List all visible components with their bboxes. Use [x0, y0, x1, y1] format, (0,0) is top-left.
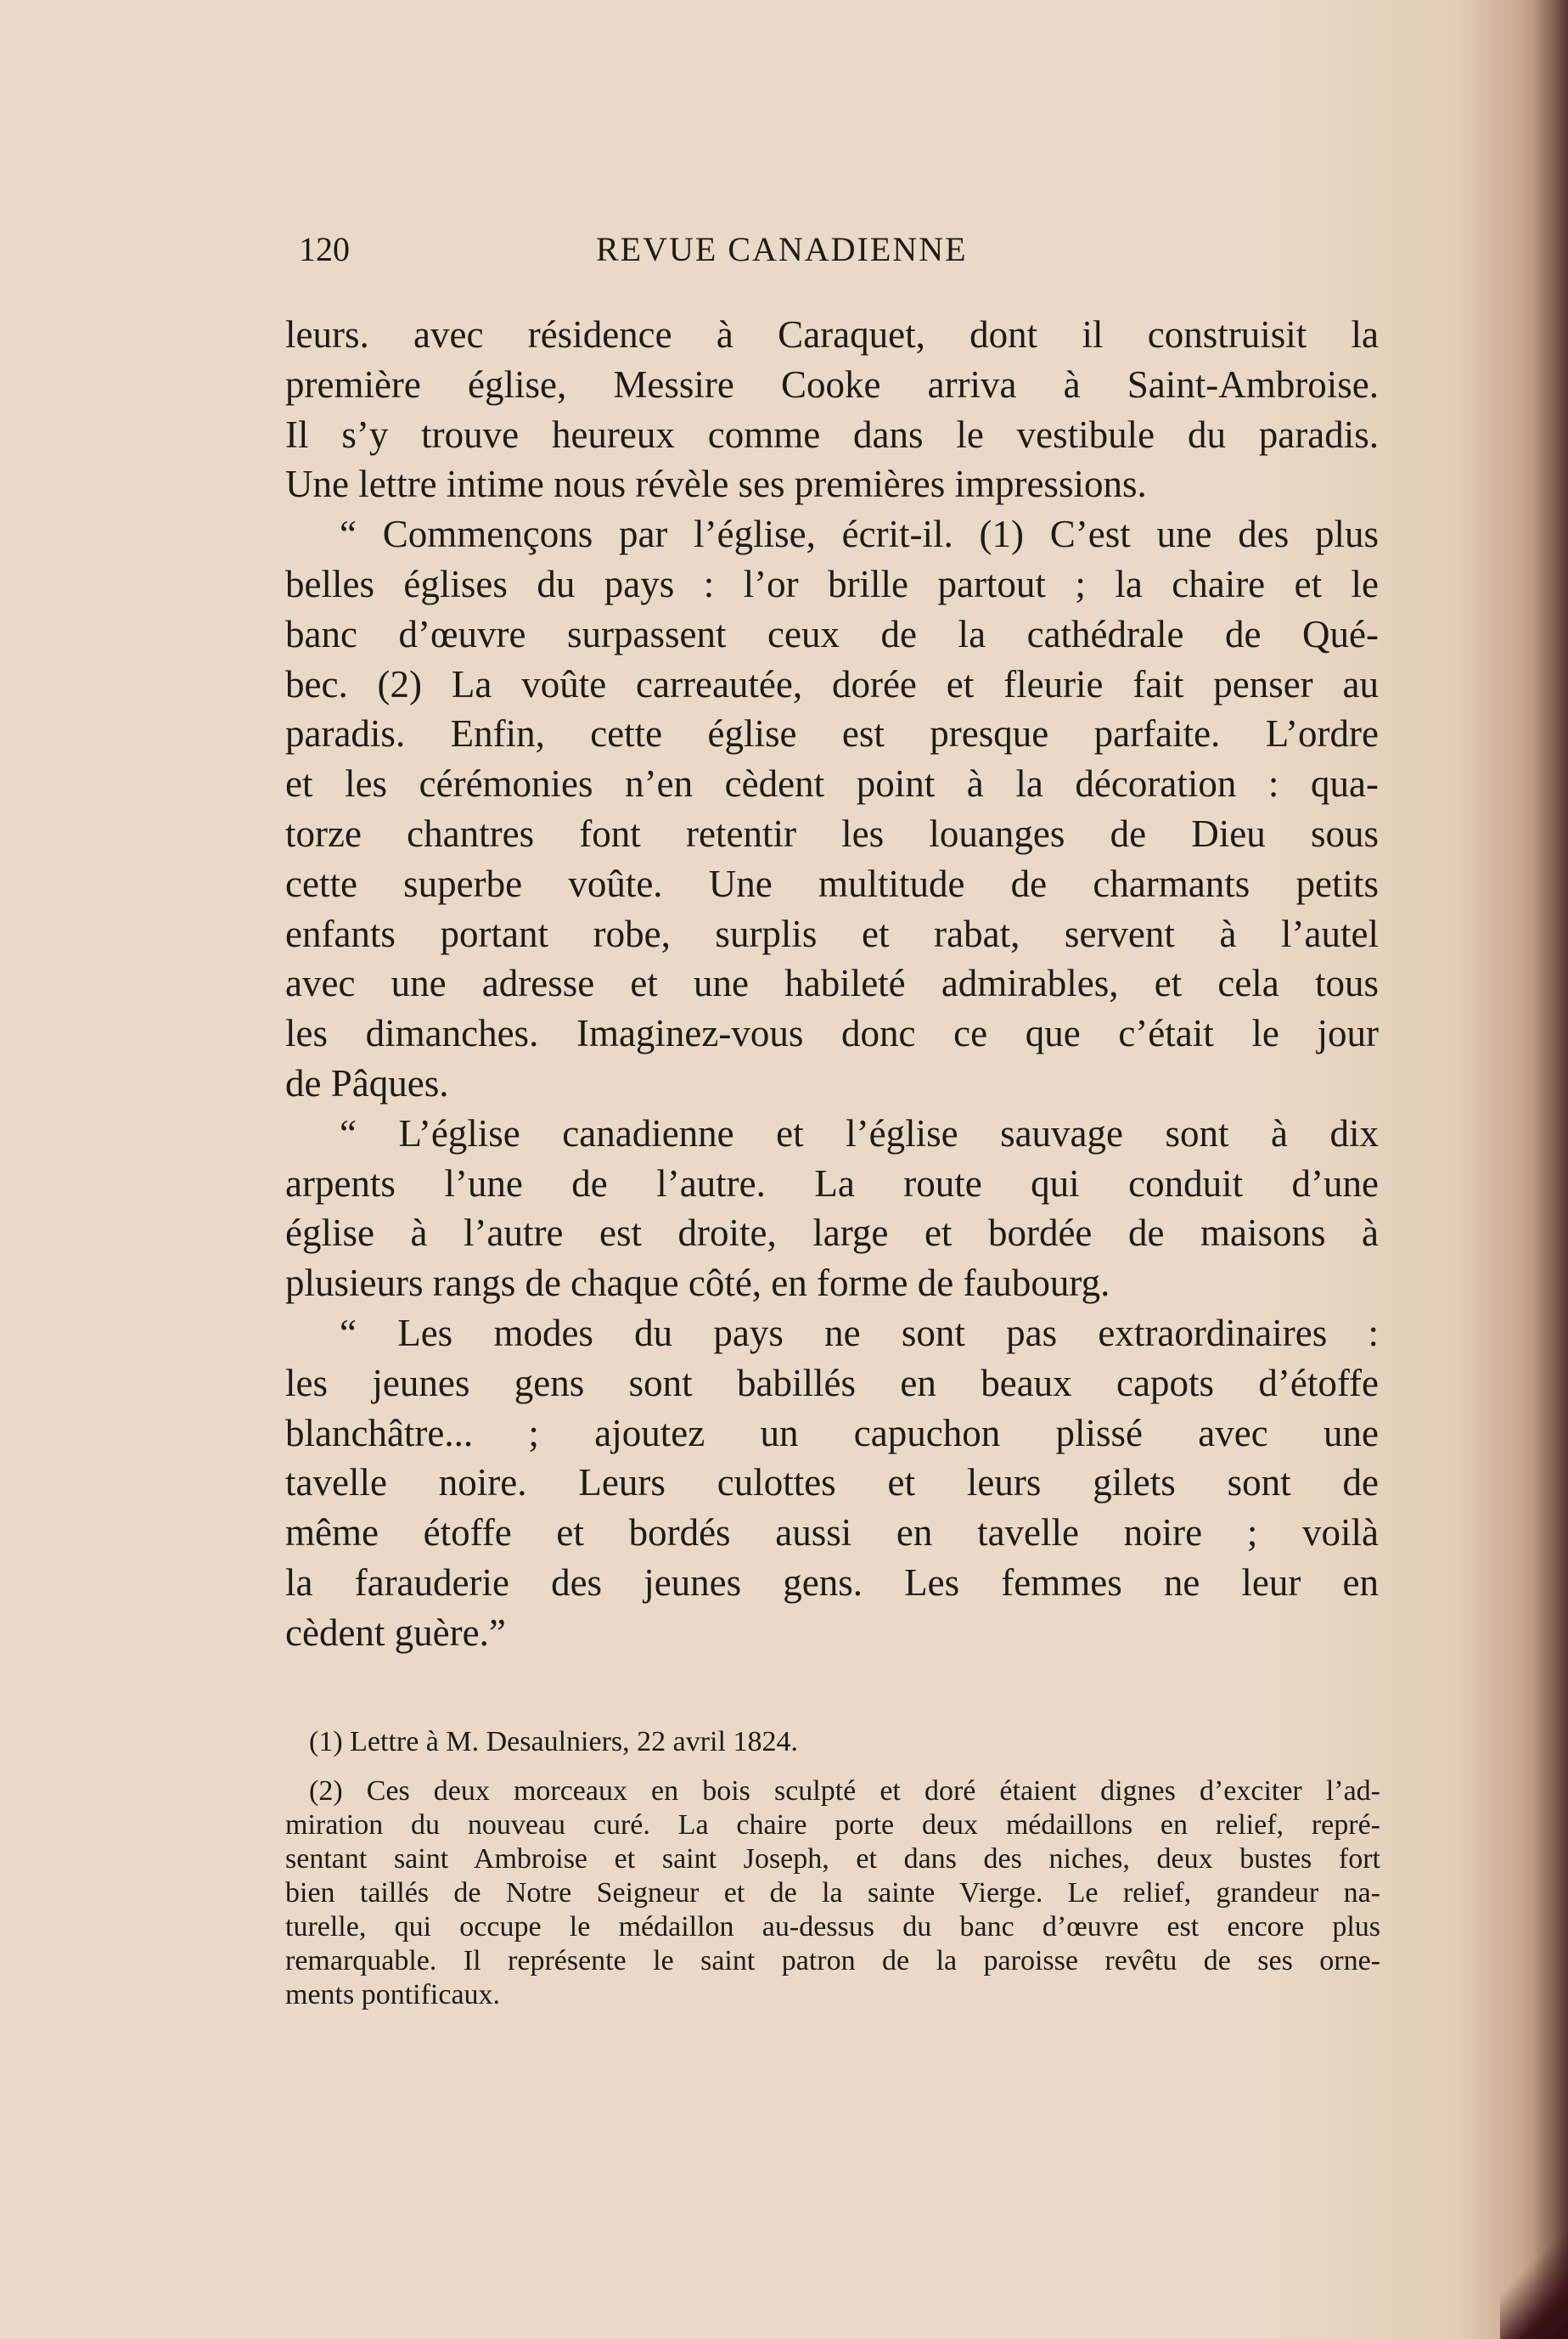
footnote-line: ments pontificaux. — [285, 1979, 501, 2010]
text-line: “ Les modes du pays ne sont pas extraordinaires : — [340, 1311, 1379, 1354]
footnote — [285, 1725, 1380, 1759]
footnotes — [285, 1725, 1380, 2027]
paragraph — [285, 1109, 1379, 1308]
text-line: cette superbe voûte. Une multitude de charmants petits — [285, 862, 1379, 905]
footnote-line: remarquable. Il représente le saint patron de la paroisse revêtu de ses orne- — [285, 1945, 1380, 1976]
binding-corner — [1500, 2220, 1568, 2339]
text-line: blanchâtre... ; ajoutez un capuchon plissé avec une — [285, 1411, 1379, 1454]
text-line: tavelle noire. Leurs culottes et leurs gilets sont de — [285, 1461, 1379, 1504]
paragraph — [285, 310, 1379, 509]
text-line: leurs. avec résidence à Caraquet, dont il construisit la — [285, 313, 1379, 356]
text-line: la farauderie des jeunes gens. Les femmes ne leur en — [285, 1560, 1379, 1604]
text-line: “ Commençons par l’église, écrit-il. (1) C’est une des plus — [340, 513, 1379, 556]
footnote-line: sentant saint Ambroise et saint Joseph, et dans des niches, deux bustes fort — [285, 1843, 1380, 1875]
text-line: église à l’autre est droite, large et bordée de maisons à — [285, 1212, 1379, 1255]
paragraph — [285, 509, 1379, 1109]
text-line: banc d’œuvre surpassent ceux de la cathédrale de Qué- — [285, 612, 1379, 655]
footnote-line: (1) Lettre à M. Desaulniers, 22 avril 1824. — [309, 1726, 798, 1757]
text-line: de Pâques. — [285, 1061, 449, 1105]
body-text — [285, 310, 1379, 1658]
text-line: même étoffe et bordés aussi en tavelle noire ; voilà — [285, 1511, 1379, 1555]
footnote-line: bien taillés de Notre Seigneur et de la sainte Vierge. Le relief, grandeur na- — [285, 1877, 1380, 1909]
text-line: belles églises du pays : l’or brille partout ; la chaire et le — [285, 562, 1379, 605]
text-line: paradis. Enfin, cette église est presque parfaite. L’ordre — [285, 712, 1379, 756]
footnote-line: (2) Ces deux morceaux en bois sculpté et doré étaient dignes d’exciter l’ad- — [309, 1775, 1380, 1807]
text-line: “ L’église canadienne et l’église sauvage sont à dix — [340, 1111, 1379, 1155]
text-line: plusieurs rangs de chaque côté, en forme de faubourg. — [285, 1262, 1110, 1305]
text-line: cèdent guère.” — [285, 1611, 506, 1654]
page-edge-shadow — [1534, 0, 1568, 2339]
footnote-line: turelle, qui occupe le médaillon au-dessus du banc d’œuvre est encore plus — [285, 1911, 1380, 1943]
text-line: première église, Messire Cooke arriva à Saint-Ambroise. — [285, 363, 1379, 406]
footnote-line: miration du nouveau curé. La chaire porte deux médaillons en relief, repré- — [285, 1809, 1380, 1841]
text-line: arpents l’une de l’autre. La route qui conduit d’une — [285, 1161, 1379, 1205]
page-number: 120 — [299, 230, 350, 268]
page-header — [299, 222, 1385, 273]
footnote — [285, 1774, 1380, 2012]
running-title: REVUE CANADIENNE — [596, 230, 968, 268]
text-line: bec. (2) La voûte carreautée, dorée et fleurie fait penser au — [285, 662, 1379, 706]
text-line: enfants portant robe, surplis et rabat, servent à l’autel — [285, 912, 1379, 955]
text-line: Une lettre intime nous révèle ses premières impressions. — [285, 463, 1147, 506]
paragraph — [285, 1308, 1379, 1658]
text-line: les jeunes gens sont babillés en beaux capots d’étoffe — [285, 1361, 1379, 1404]
text-line: torze chantres font retentir les louanges de Dieu sous — [285, 812, 1379, 855]
text-line: avec une adresse et une habileté admirables, et cela tous — [285, 962, 1379, 1005]
text-line: et les cérémonies n’en cèdent point à la décoration : qua- — [285, 762, 1379, 806]
text-line: Il s’y trouve heureux comme dans le vestibule du paradis. — [285, 413, 1379, 456]
text-line: les dimanches. Imaginez-vous donc ce que c’était le jour — [285, 1012, 1379, 1055]
